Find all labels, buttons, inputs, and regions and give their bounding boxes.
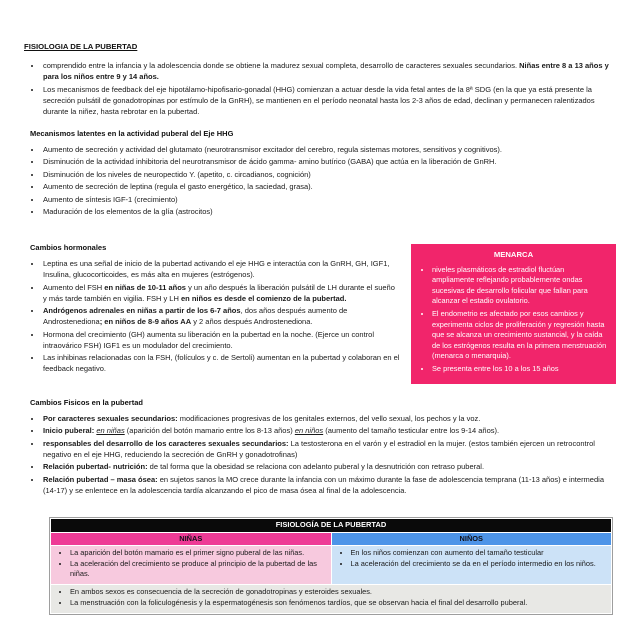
list-item: • Se presenta entre los 10 a los 15 años: [432, 364, 607, 375]
summary-table-wrap: [49, 517, 613, 615]
list-item: • Aumento de síntesis IGF-1 (crecimiento): [42, 194, 616, 205]
list-item: • Aumento de secreción y actividad del glutamato (neurotransmisor excitador del cerebro, regula sistemas motores, sensitivos y cognitivos).: [42, 144, 616, 155]
mecanismos-list: [24, 144, 616, 218]
both-sexes-list: [57, 587, 605, 608]
list-item: • La aceleración del crecimiento se produce al principio de la pubertad de las niñas.: [70, 559, 325, 579]
ninos-list: [338, 548, 606, 569]
list-item: • En ambos sexos es consecuencia de la secreción de gonadotropinas y esteroides sexuales.: [70, 587, 605, 597]
summary-table: [50, 518, 612, 614]
table-content-row: [51, 545, 612, 584]
list-item: • La menstruación con la foliculogénesis y la espermatogénesis son fenómenos tardíos, que se observan hacia el final del desarrollo puberal.: [70, 598, 605, 608]
list-item: • La aparición del botón mamario es el primer signo puberal de las niñas.: [70, 548, 325, 558]
fisicos-list: [24, 413, 616, 496]
table-title-row: [51, 518, 612, 532]
list-item: • Las inhibinas relacionadas con la FSH, (folículos y c. de Sertoli) aumentan en la pubertad y colaboran en el feedback negativo.: [42, 352, 400, 374]
list-item: • La aceleración del crecimiento se da en el período intermedio en los niños.: [351, 559, 606, 569]
heading-mecanismos-latentes: Mecanismos latentes en la actividad puberal del Eje HHG: [30, 128, 234, 138]
list-item: • En los niños comienzan con aumento del tamaño testicular: [351, 548, 606, 558]
list-item: • niveles plasmáticos de estradiol fluctúan ampliamente reflejando probablemente ondas sucesivas de desarrollo folicular que fallan para alcanzar el estadio ovulatorio.: [432, 265, 607, 307]
table-header-ninas: NIÑAS: [51, 532, 332, 545]
list-item: • Aumento de secreción de leptina (regula el gasto energético, la saciedad, grasa).: [42, 181, 616, 192]
heading-cambios-hormonales: Cambios hormonales: [30, 243, 107, 252]
table-cell-ninos: [331, 545, 612, 584]
list-item: • Disminución de la actividad inhibitoria del neurotransmisor de ácido gamma- amino butírico (GABA) que actúa en la liberación de GnRH.: [42, 156, 616, 167]
table-title: FISIOLOGÍA DE LA PUBERTAD: [51, 518, 612, 532]
list-item: • Inicio puberal: en niñas (aparición del botón mamario entre los 8-13 años) en niños (aumento del tamaño testicular entre los 9-14 años).: [42, 425, 616, 436]
list-item: • Andrógenos adrenales en niñas a partir de los 6-7 años, dos años después aumento de Androstenediona; en niños de 8-9 años AA y 2 años después Androstenediona.: [42, 305, 400, 327]
list-item: • Hormona del crecimiento (GH) aumenta su liberación en la pubertad en la noche. (Ejerce un control intraovárico FSH) IGF1 es un modulador del crecimiento.: [42, 329, 400, 351]
list-item: • El endometrio es afectado por esos cambios y experimenta ciclos de proliferación y regresión hasta que se alcanza un crecimiento sustancial, y la caída de los estrógenos resulta en la primera menstruación (menarca o menarquia).: [432, 309, 607, 362]
list-item: • Aumento del FSH en niñas de 10-11 años y un año después la liberación pulsátil de LH durante el sueño y más tarde también en vigilia. FSH y LH en niños es desde el comienzo de la pubertad.: [42, 282, 400, 304]
list-item: • comprendido entre la infancia y la adolescencia donde se obtiene la madurez sexual completa, desarrollo de caracteres sexuales secundarios. Niñas entre 8 a 13 años y para los niños entre 9 y 14 años.: [42, 60, 616, 82]
table-cell-both-sexes: [51, 584, 612, 613]
list-item: • Disminución de los niveles de neuropectido Y. (apetito, c. circadianos, cognición): [42, 169, 616, 180]
hormonales-list: [24, 258, 400, 376]
heading-cambios-fisicos: Cambios Fisicos en la pubertad: [30, 397, 143, 407]
list-item: • Leptina es una señal de inicio de la pubertad activando el eje HHG e interactúa con la GnRH, GH, IGF1, Insulina, glucocorticoides, es más alta en mujeres (estrógenos).: [42, 258, 400, 280]
table-cell-ninas: [51, 545, 332, 584]
hormonales-section: [24, 250, 616, 384]
ninas-list: [57, 548, 325, 579]
intro-list: [24, 60, 616, 117]
table-both-row: [51, 584, 612, 613]
list-item: • Relación pubertad- nutrición: de tal forma que la obesidad se relaciona con adelanto puberal y la desnutrición con retraso puberal.: [42, 461, 616, 472]
table-header-row: [51, 532, 612, 545]
table-header-ninos: NIÑOS: [331, 532, 612, 545]
menarca-list: [420, 265, 607, 375]
list-item: • Maduración de los elementos de la glía (astrocitos): [42, 206, 616, 217]
page-title: FISIOLOGIA DE LA PUBERTAD: [24, 42, 138, 51]
list-item: • Por caracteres sexuales secundarios: modificaciones progresivas de los genitales externos, del vello sexual, los pechos y la voz.: [42, 413, 616, 424]
menarca-title: MENARCA: [493, 250, 534, 259]
menarca-box: [411, 244, 616, 384]
list-item: • responsables del desarrollo de los caracteres sexuales secundarios: La testosterona en el varón y el estradiol en la mujer. (estos también ejercen un retrocontrol negativo en el eje HHG, reduciendo la secreción de GnRH y gonadotrofinas): [42, 438, 616, 460]
list-item: • Los mecanismos de feedback del eje hipotálamo-hipofisario-gonadal (HHG) comienzan a actuar desde la vida fetal antes de la 8ª SDG (en la que ya está presente la secreción pulsátil de gonadotropinas por estímulo de la GnRH), se mantienen en el período neonatal hasta los 2-3 años de edad, declinan y permanecen ralentizados durante la niñez, hasta rebrotar en la pubertad.: [42, 84, 616, 117]
list-item: • Relación pubertad – masa ósea: en sujetos sanos la MO crece durante la infancia con un máximo durante la fase de adolescencia temprana (11-13 años) e intermedia (14-17) y se enlentece en la adolescencia tardía alcanzando el pico de masa ósea al final de la adolescencia.: [42, 474, 616, 496]
